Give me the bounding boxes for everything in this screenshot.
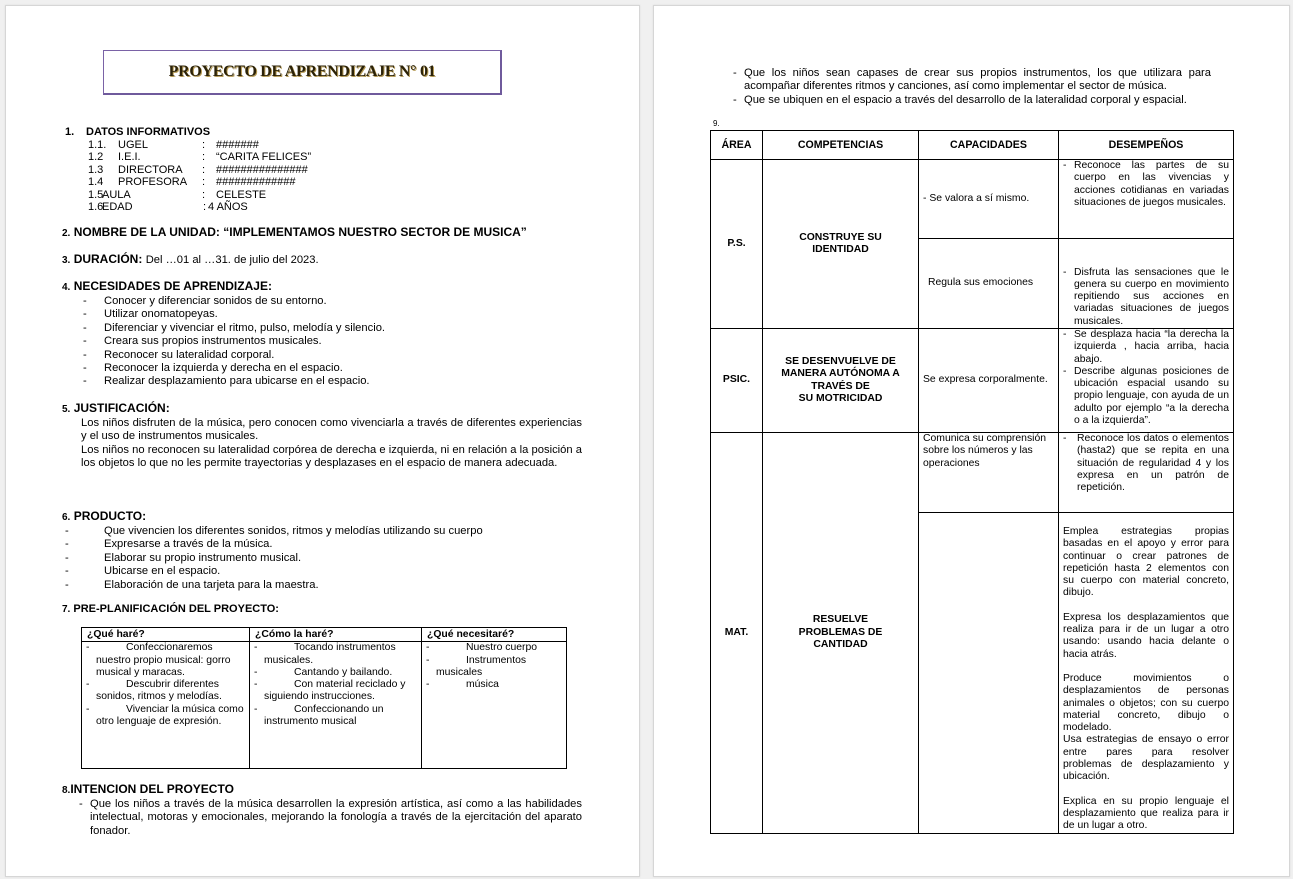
list-item: - Ubicarse en el espacio. bbox=[62, 565, 592, 578]
section-number: 3. bbox=[62, 255, 71, 266]
table-row bbox=[711, 160, 1234, 239]
table-header: COMPETENCIAS bbox=[763, 131, 919, 160]
list-item: - Descubrir diferentes sonidos, ritmos y melodías. bbox=[86, 679, 245, 704]
section-number: 6. bbox=[62, 512, 71, 523]
capacidad-cell: Regula sus emociones bbox=[919, 239, 1059, 329]
section-number: 8. bbox=[62, 785, 71, 796]
capacidad-cell: Se expresa corporalmente. bbox=[919, 329, 1059, 433]
datos-row: 1.3 DIRECTORA : ############### bbox=[88, 163, 308, 176]
section-number: 1. bbox=[65, 126, 75, 138]
section-number: 2. bbox=[62, 228, 71, 239]
list-item: - Vivenciar la música como otro lenguaje de expresión. bbox=[86, 704, 245, 729]
list-item: - Expresarse a través de la música. bbox=[62, 538, 592, 551]
list-item: - Que se ubiquen en el espacio a través del desarrollo de la lateralidad corporal y espacial. bbox=[733, 93, 1187, 106]
section-heading: DATOS INFORMATIVOS bbox=[86, 126, 211, 138]
section-heading: PRE-PLANIFICACIÓN DEL PROYECTO: bbox=[73, 603, 279, 615]
section-heading: PRODUCTO: bbox=[73, 509, 147, 523]
competencia-cell: CONSTRUYE SU IDENTIDAD bbox=[763, 160, 919, 329]
section-intencion bbox=[62, 782, 582, 838]
list-item: - Que los niños sean capases de crear sus propios instrumentos, los que utilizara para acompañar diferentes ritmos y canciones, así como implementar el sector de música. bbox=[733, 67, 1211, 93]
section-heading: JUSTIFICACIÓN: bbox=[73, 401, 170, 415]
list-item: - Nuestro cuerpo bbox=[426, 642, 562, 654]
area-cell: P.S. bbox=[711, 160, 763, 329]
section-preplanificacion bbox=[62, 603, 279, 615]
capacidad-cell: Comunica su comprensión sobre los números y las operaciones bbox=[919, 433, 1059, 513]
competencia-cell: SE DESENVUELVE DE MANERA AUTÓNOMA A TRAVÉS DE SU MOTRICIDAD bbox=[763, 329, 919, 433]
list-item: - música bbox=[426, 679, 562, 691]
table-header: CAPACIDADES bbox=[919, 131, 1059, 160]
desempeno-cell: - Se desplaza hacia “la derecha la izquierda , hacia arriba, hacia abajo. - Describe algunas posiciones de ubicación espacial usando su propio lenguaje, con ayuda de un adulto por ejemplo “a la derecha o a la izquierda”. bbox=[1059, 329, 1234, 433]
list-item: - Reconocer la izquierda y derecha en el espacio. bbox=[62, 362, 592, 375]
section-heading: DURACIÓN: bbox=[73, 252, 143, 266]
document-page-1 bbox=[5, 5, 640, 877]
section-heading: INTENCION DEL PROYECTO bbox=[70, 782, 234, 796]
section-duracion bbox=[62, 252, 319, 266]
desempeno-cell: - Reconoce los datos o elementos (hasta2) que se repita en una situación de regularidad 4 y los expresa en un patrón de repetición. bbox=[1059, 433, 1234, 513]
desempeno-cell: - Reconoce las partes de su cuerpo en las vivencias y acciones cotidianas en variadas situaciones de juegos musicales. bbox=[1059, 160, 1234, 239]
list-item: - Utilizar onomatopeyas. bbox=[62, 308, 592, 321]
table-header: ¿Qué necesitaré? bbox=[422, 628, 567, 642]
section-datos-informativos bbox=[62, 126, 582, 213]
section-necesidades bbox=[62, 279, 592, 389]
section-number: 4. bbox=[62, 282, 71, 293]
table-header: ¿Qué haré? bbox=[82, 628, 250, 642]
section-nombre-unidad bbox=[62, 225, 527, 239]
list-item: - Con material reciclado y siguiendo instrucciones. bbox=[254, 679, 417, 704]
list-item: - Instrumentos musicales bbox=[426, 655, 562, 680]
list-item: - Conocer y diferenciar sonidos de su entorno. bbox=[62, 295, 592, 308]
list-item: - Elaborar su propio instrumento musical. bbox=[62, 552, 592, 565]
list-item: - Creara sus propios instrumentos musicales. bbox=[62, 335, 592, 348]
table-cell bbox=[250, 642, 422, 769]
area-cell: MAT. bbox=[711, 433, 763, 834]
section-justificacion bbox=[62, 401, 582, 471]
section-number: 5. bbox=[62, 404, 71, 415]
table-header: DESEMPEÑOS bbox=[1059, 131, 1234, 160]
list-item: - Que los niños a través de la música desarrollen la expresión artística, así como a las habilidades intelectual, motoras y emocionales, mejorando la fonología a través de la ejercitación del aparato fonador. bbox=[79, 798, 582, 837]
section-number: 9. bbox=[713, 119, 720, 128]
duration-text: Del …01 al …31. de julio del 2023. bbox=[145, 254, 319, 266]
list-item: - Diferenciar y vivenciar el ritmo, pulso, melodía y silencio. bbox=[62, 322, 592, 335]
capacidad-cell bbox=[919, 513, 1059, 834]
datos-row: 1.5 AULA : CELESTE bbox=[88, 188, 267, 201]
datos-row: 1.4 PROFESORA : ############# bbox=[88, 176, 296, 189]
datos-row: 1.6 EDAD : 4 AÑOS bbox=[88, 200, 248, 213]
table-cell bbox=[422, 642, 567, 769]
desempeno-cell: - Disfruta las sensaciones que le genera su cuerpo en movimiento repitiendo sus acciones en variadas situaciones de juegos musicales. bbox=[1059, 239, 1234, 329]
list-item: - Confeccionando un instrumento musical bbox=[254, 704, 417, 729]
area-cell: PSIC. bbox=[711, 329, 763, 433]
preplanificacion-table bbox=[81, 627, 567, 769]
table-row bbox=[711, 433, 1234, 513]
desempeno-cell: Emplea estrategias propias basadas en el apoyo y error para continuar o crear patrones de repetición hasta 2 elementos con su cuerpo con material concreto, dibujo. Expresa los desplazamientos que realiza para ir de un lugar a otro usando: usando hacia delante o hacia atrás. Produce movimientos o desplazamientos de personas animales o objetos; con su cuerpo material concreto, dibujo o modelado. Usa estrategias de ensayo o error entre pares para resolver problemas de desplazamiento y ubicación. Explica en su propio lenguaje el desplazamiento que realiza para ir de un lugar a otro. bbox=[1059, 513, 1234, 834]
capacidad-cell: - Se valora a sí mismo. bbox=[919, 160, 1059, 239]
competencia-cell: RESUELVE PROBLEMAS DE CANTIDAD bbox=[763, 433, 919, 834]
intencion-continuation bbox=[733, 67, 1211, 107]
document-title: PROYECTO DE APRENDIZAJE N° 01 bbox=[168, 63, 436, 80]
paragraph: Los niños disfruten de la música, pero conocen como vivenciarla a través de diferentes experiencias y el uso de instrumentos musicales. bbox=[81, 417, 582, 443]
table-cell bbox=[82, 642, 250, 769]
table-header: ÁREA bbox=[711, 131, 763, 160]
section-producto bbox=[62, 509, 592, 592]
list-item: - Cantando y bailando. bbox=[254, 667, 417, 679]
list-item: - Tocando instrumentos musicales. bbox=[254, 642, 417, 667]
table-header: ¿Cómo la haré? bbox=[250, 628, 422, 642]
list-item: - Reconocer su lateralidad corporal. bbox=[62, 349, 592, 362]
datos-row: 1.2 I.E.I. : “CARITA FELICES” bbox=[88, 151, 312, 164]
title-box bbox=[103, 50, 502, 95]
section-number: 7. bbox=[62, 604, 71, 615]
list-item: - Elaboración de una tarjeta para la maestra. bbox=[62, 579, 592, 592]
section-heading: NECESIDADES DE APRENDIZAJE: bbox=[73, 279, 272, 293]
document-page-2 bbox=[653, 5, 1290, 877]
list-item: - Que vivencien los diferentes sonidos, ritmos y melodías utilizando su cuerpo bbox=[62, 525, 592, 538]
list-item: - Realizar desplazamiento para ubicarse en el espacio. bbox=[62, 375, 592, 388]
unit-name: NOMBRE DE LA UNIDAD: “IMPLEMENTAMOS NUESTRO SECTOR DE MUSICA” bbox=[73, 225, 527, 239]
datos-row: 1.1. UGEL : ####### bbox=[88, 139, 259, 151]
table-row bbox=[711, 329, 1234, 433]
paragraph: Los niños no reconocen su lateralidad corpórea de derecha e izquierda, ni en relación a la posición a los objetos lo que no les permite trayectorias y desplazases en el espacio de manera adecuada. bbox=[81, 443, 582, 470]
list-item: - Confeccionaremos nuestro propio musical: gorro musical y maracas. bbox=[86, 642, 245, 679]
competencias-table bbox=[710, 130, 1234, 834]
